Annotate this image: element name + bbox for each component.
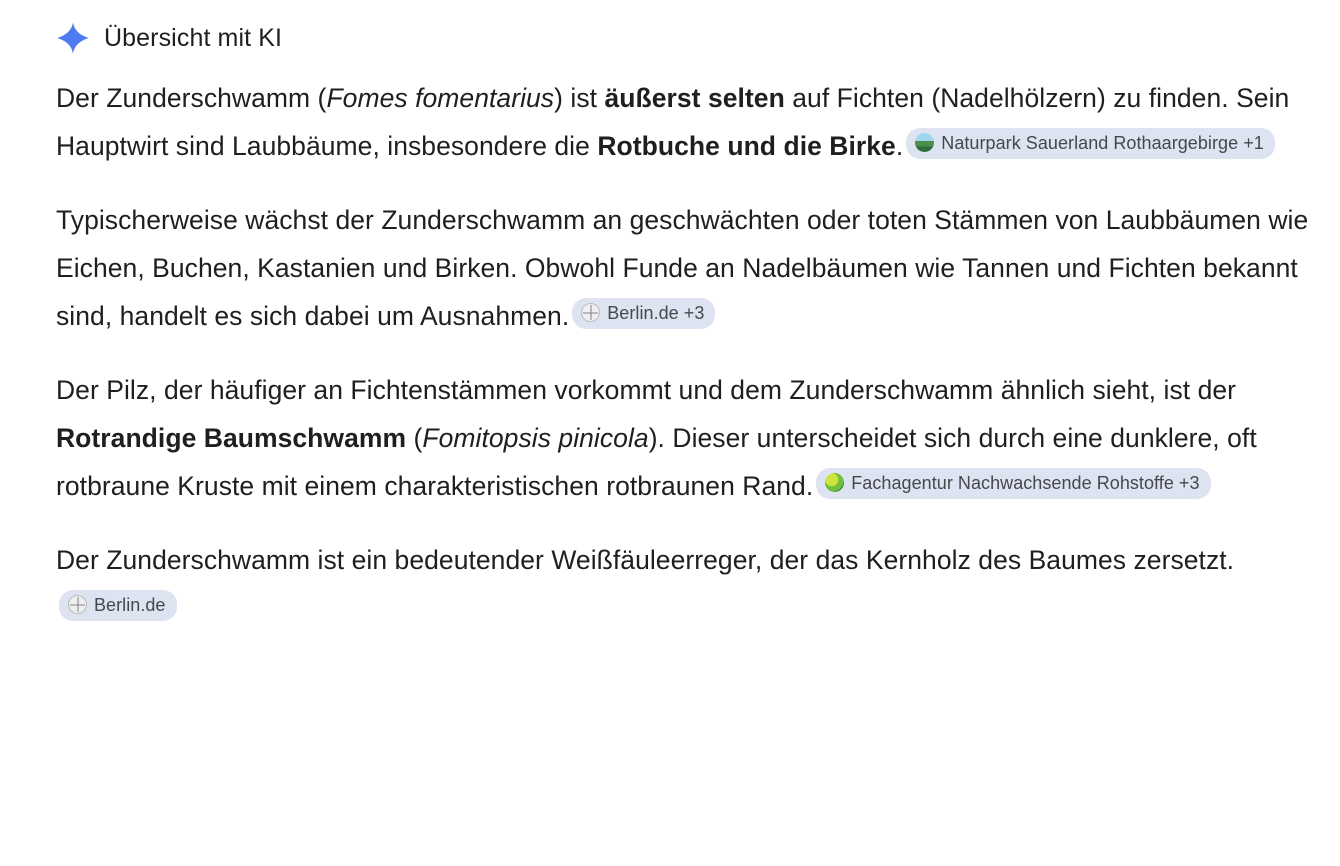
- page-title: Übersicht mit KI: [104, 24, 283, 52]
- paragraph-2: [56, 196, 1316, 340]
- paragraph-3-text: Der Pilz, der häufiger an Fichtenstämmen vorkommt und dem Zunderschwamm ähnlich sieht, ist der Rotrandige Baumschwamm (Fomitopsis pinicola). Dieser unterscheidet sich durch eine dunklere, oft rotbraune Kruste mit einem charakteristischen rotbraunen Rand.: [56, 375, 1257, 501]
- source-chip[interactable]: [816, 468, 1210, 499]
- source-chip[interactable]: [906, 128, 1275, 159]
- paragraph-4-text: Der Zunderschwamm ist ein bedeutender Weißfäuleerreger, der das Kernholz des Baumes zersetzt.: [56, 545, 1235, 575]
- emphasis: Rotrandige Baumschwamm: [56, 423, 407, 453]
- ai-overview-body: [0, 58, 1340, 632]
- source-chip-label: Naturpark Sauerland Rothaargebirge +1: [941, 132, 1264, 153]
- emphasis: Rotbuche und die Birke: [597, 131, 896, 161]
- source-chip-label: Berlin.de: [94, 594, 166, 615]
- park-favicon-icon: [915, 133, 934, 152]
- ai-overview-header: [0, 0, 1340, 58]
- species-name: Fomes fomentarius: [326, 83, 555, 113]
- source-chip-label: Fachagentur Nachwachsende Rohstoffe +3: [851, 472, 1200, 493]
- emphasis: äußerst selten: [604, 83, 785, 113]
- sparkle-icon: [56, 21, 90, 55]
- source-chip-label: Berlin.de +3: [607, 302, 705, 323]
- globe-favicon-icon: [68, 595, 87, 614]
- leaf-favicon-icon: [825, 473, 844, 492]
- paragraph-2-text: Typischerweise wächst der Zunderschwamm an geschwächten oder toten Stämmen von Laubbäumen wie Eichen, Buchen, Kastanien und Birken. Obwohl Funde an Nadelbäumen wie Tannen und Fichten bekannt sind, handelt es sich dabei um Ausnahmen.: [56, 205, 1309, 331]
- source-chip[interactable]: [59, 590, 177, 621]
- paragraph-1-text: Der Zunderschwamm (Fomes fomentarius) ist äußerst selten auf Fichten (Nadelhölzern) zu finden. Sein Hauptwirt sind Laubbäume, insbesondere die Rotbuche und die Birke.: [56, 83, 1290, 161]
- paragraph-4: [56, 536, 1316, 632]
- source-chip[interactable]: [572, 298, 715, 329]
- species-name: Fomitopsis pinicola: [422, 423, 649, 453]
- paragraph-3: [56, 366, 1316, 510]
- paragraph-1: [56, 74, 1316, 170]
- globe-favicon-icon: [581, 303, 600, 322]
